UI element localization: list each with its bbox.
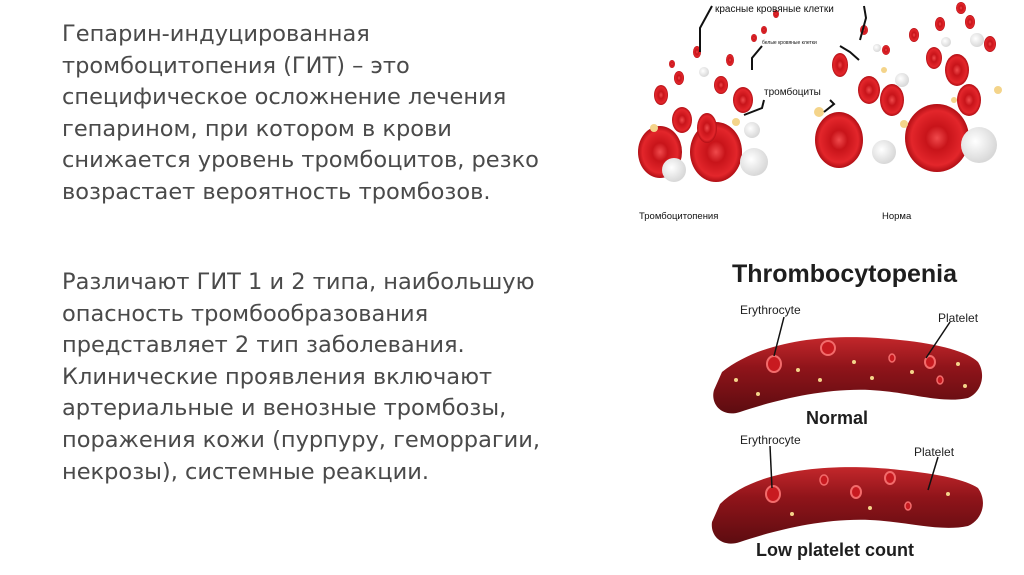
erythrocyte	[905, 502, 911, 510]
red-blood-cell	[880, 84, 904, 116]
paragraph-git-types: Различают ГИТ 1 и 2 типа, наибольшую опасность тромбообразования представляет 2 тип заболевания. Клинические проявления включают артериальные и венозные тромбозы, поражения кожи (пурпуру, геморрагии, некрозы), системные реакции.	[62, 269, 541, 485]
figure-title: Thrombocytopenia	[732, 260, 958, 288]
platelet	[910, 370, 914, 374]
label-red-cells: красные кровяные клетки	[715, 4, 834, 15]
platelet	[900, 120, 908, 128]
red-blood-cell	[751, 34, 757, 42]
red-blood-cell	[965, 15, 975, 29]
erythrocyte	[766, 486, 780, 502]
label-white-cells: белые кровяные клетки	[762, 40, 817, 46]
platelet	[650, 124, 658, 132]
callout-white-left	[752, 46, 762, 70]
blood-cells-svg	[634, 0, 1014, 228]
red-blood-cell	[815, 112, 863, 168]
red-blood-cell	[984, 36, 996, 52]
platelet	[881, 67, 887, 73]
vessel-illustration	[700, 252, 1000, 570]
red-blood-cell	[832, 53, 848, 77]
callout-red-left	[700, 6, 712, 52]
vessel-body	[712, 467, 983, 543]
red-blood-cell	[957, 84, 981, 116]
red-blood-cell	[909, 28, 919, 42]
red-blood-cell	[761, 26, 767, 34]
red-blood-cell	[858, 76, 880, 104]
white-blood-cell	[961, 127, 997, 163]
white-blood-cell	[970, 33, 984, 47]
platelet	[946, 492, 950, 496]
callout-red-right	[860, 6, 866, 40]
white-blood-cell	[872, 140, 896, 164]
red-blood-cell	[669, 60, 675, 68]
paragraph-git-definition: Гепарин-индуцированная тромбоцитопения (ГИТ) – это специфическое осложнение лечения гепарином, при котором в крови снижается уровень тромбоцитов, резко возрастает вероятность тромбозов.	[62, 21, 539, 205]
label-erythrocyte-normal: Erythrocyte	[740, 303, 801, 317]
label-erythrocyte-low: Erythrocyte	[740, 433, 801, 447]
platelet	[734, 378, 738, 382]
red-blood-cell	[926, 47, 942, 69]
platelet	[868, 506, 872, 510]
white-blood-cell	[895, 73, 909, 87]
platelet	[994, 86, 1002, 94]
erythrocyte	[767, 356, 781, 372]
red-blood-cell	[726, 54, 734, 66]
red-blood-cell	[654, 85, 668, 105]
vessel-normal	[713, 303, 982, 428]
platelet	[956, 362, 960, 366]
white-blood-cell	[941, 37, 951, 47]
caption-normal-ru: Норма	[882, 211, 912, 222]
erythrocyte	[889, 354, 895, 362]
callout-platelet-right	[824, 100, 834, 112]
white-blood-cell	[740, 148, 768, 176]
white-blood-cell	[662, 158, 686, 182]
right-cell-group	[814, 2, 1002, 172]
platelet	[814, 107, 824, 117]
left-cell-group	[638, 10, 779, 182]
platelet	[790, 512, 794, 516]
erythrocyte	[820, 475, 828, 485]
platelet	[818, 378, 822, 382]
red-blood-cell	[714, 76, 728, 94]
red-blood-cell	[672, 107, 692, 133]
red-blood-cell	[882, 45, 890, 55]
platelet	[732, 118, 740, 126]
caption-normal: Normal	[806, 408, 869, 428]
white-blood-cell	[873, 44, 881, 52]
red-blood-cell	[956, 2, 966, 14]
red-blood-cell	[935, 17, 945, 31]
red-blood-cell	[674, 71, 684, 85]
erythrocyte	[821, 341, 835, 355]
vessel-body	[713, 337, 982, 413]
vessel-low	[712, 433, 983, 560]
platelet	[796, 368, 800, 372]
label-platelet-normal: Platelet	[938, 311, 979, 325]
red-blood-cell	[733, 87, 753, 113]
platelet	[870, 376, 874, 380]
platelet	[963, 384, 967, 388]
caption-thrombocytopenia: Тромбоцитопения	[639, 211, 719, 222]
platelet	[756, 392, 760, 396]
label-platelet-low: Platelet	[914, 445, 955, 459]
platelet	[852, 360, 856, 364]
white-blood-cell	[699, 67, 709, 77]
white-blood-cell	[744, 122, 760, 138]
vessel-svg	[700, 252, 1000, 570]
red-blood-cell	[905, 104, 969, 172]
red-blood-cell	[945, 54, 969, 86]
blood-cells-illustration	[634, 0, 1014, 228]
erythrocyte	[851, 486, 861, 498]
red-blood-cell	[697, 113, 717, 143]
caption-low-platelet: Low platelet count	[756, 540, 915, 560]
platelet	[951, 97, 957, 103]
erythrocyte	[885, 472, 895, 484]
erythrocyte	[937, 376, 943, 384]
label-platelets: тромбоциты	[764, 87, 821, 98]
